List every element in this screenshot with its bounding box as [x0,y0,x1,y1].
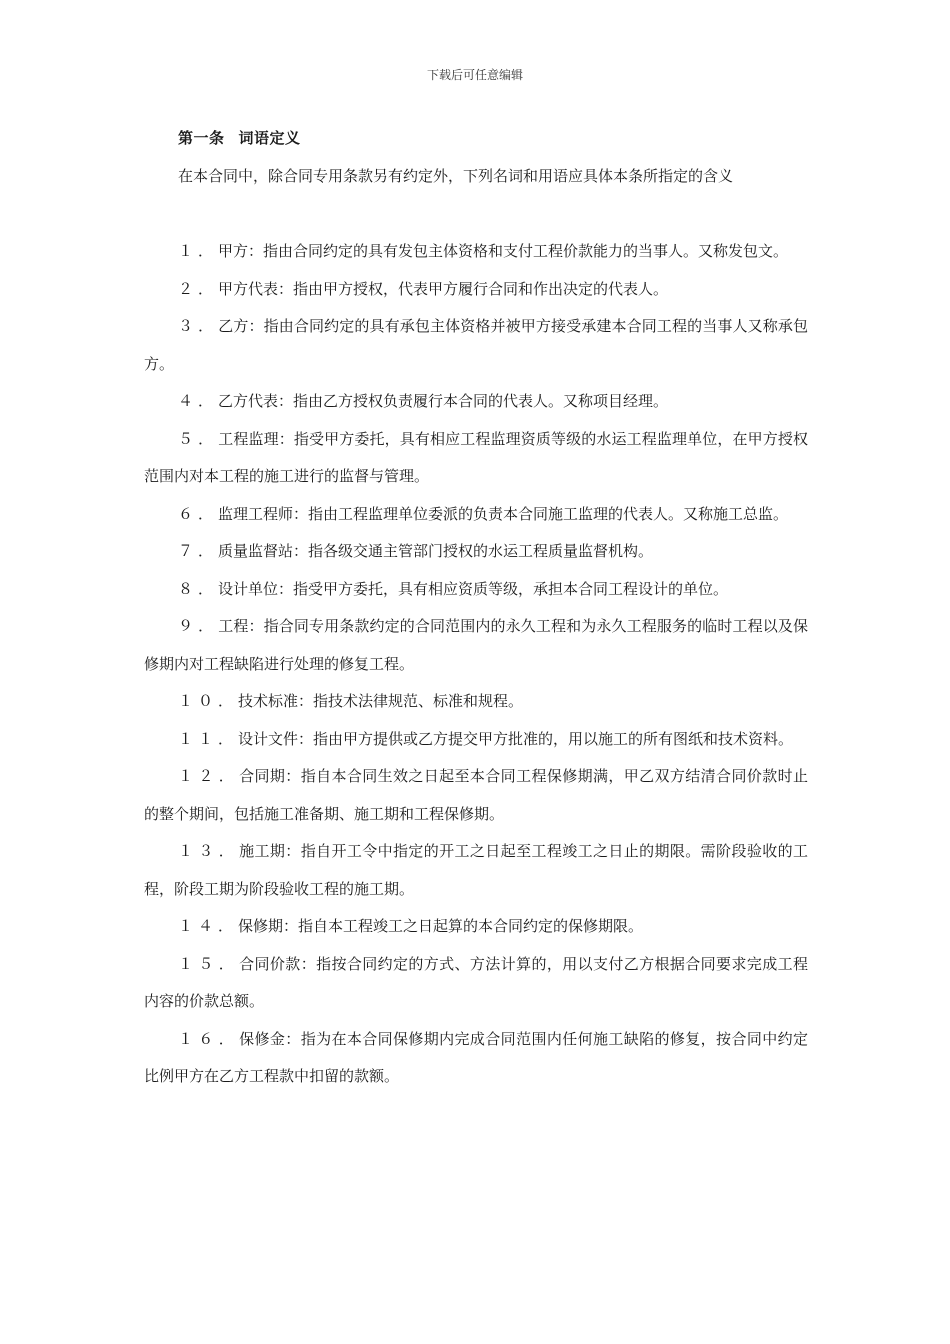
item-number: ３． [178,317,219,335]
item-text: 设计单位：指受甲方委托，具有相应资质等级，承担本合同工程设计的单位。 [218,579,729,598]
item-number: １． [178,242,219,260]
item-number: １２． [178,767,240,785]
item-text: 乙方：指由合同约定的具有承包主体资格并被甲方接受承建本合同工程的当事人又称承包方。 [144,317,808,373]
definition-item [144,683,808,721]
article-heading [178,124,808,152]
item-text: 保修期：指自本工程竣工之日起算的本合同约定的保修期限。 [238,917,644,935]
item-number: １０． [178,692,239,710]
item-number: ８． [178,579,219,598]
item-text: 质量监督站：指各级交通主管部门授权的水运工程质量监督机构。 [218,542,654,560]
item-text: 合同期：指自本合同生效之日起至本合同工程保修期满，甲乙双方结清合同价款时止的整个期间，包括施工准备期、施工期和工程保修期。 [144,767,808,823]
definition-item [144,946,808,1021]
item-number: ６． [178,504,219,523]
article-intro: 在本合同中，除合同专用条款另有约定外，下列名词和用语应具体本条所指定的含义 [178,167,734,185]
document-body [144,124,808,1096]
article-number: 第一条 [178,129,225,147]
item-text: 工程：指合同专用条款约定的合同范围内的永久工程和为永久工程服务的临时工程以及保修期内对工程缺陷进行处理的修复工程。 [144,617,808,673]
definition-item [144,496,808,534]
definition-item [144,421,808,496]
page-header-note: 下载后可任意编辑 [426,68,523,82]
definition-item [144,233,808,271]
definition-item [144,833,808,908]
item-text: 甲方：指由合同约定的具有发包主体资格和支付工程价款能力的当事人。又称发包文。 [218,242,789,260]
definition-item [144,721,808,759]
item-text: 设计文件：指由甲方提供或乙方提交甲方批准的，用以施工的所有图纸和技术资料。 [238,729,794,748]
item-number: １６． [178,1029,240,1048]
item-number: １１． [178,729,239,748]
item-text: 保修金：指为在本合同保修期内完成合同范围内任何施工缺陷的修复，按合同中约定比例甲方在乙方工程款中扣留的款额。 [144,1029,808,1085]
item-number: １５． [178,954,240,973]
article-title: 词语定义 [238,129,301,147]
item-text: 工程监理：指受甲方委托，具有相应工程监理资质等级的水运工程监理单位，在甲方授权范围内对本工程的施工进行的监督与管理。 [144,429,808,485]
item-text: 甲方代表：指由甲方授权，代表甲方履行合同和作出决定的代表人。 [218,279,669,298]
definition-item [144,758,808,833]
definition-item [144,308,808,383]
definition-list [144,233,808,1096]
item-text: 合同价款：指按合同约定的方式、方法计算的，用以支付乙方根据合同要求完成工程内容的价款总额。 [144,954,808,1010]
item-number: ５． [178,429,219,448]
item-number: ７． [178,542,219,560]
definition-item [144,533,808,571]
definition-item [144,908,808,946]
item-text: 施工期：指自开工令中指定的开工之日起至工程竣工之日止的期限。需阶段验收的工程，阶段工期为阶段验收工程的施工期。 [144,842,808,898]
item-number: ２． [178,279,219,298]
item-text: 监理工程师：指由工程监理单位委派的负责本合同施工监理的代表人。又称施工总监。 [218,504,789,523]
definition-item [144,271,808,309]
item-number: ９． [178,617,219,635]
definition-item [144,383,808,421]
definition-item [144,571,808,609]
definition-item [144,1021,808,1096]
item-number: １４． [178,917,239,935]
definition-item [144,608,808,683]
item-number: １３． [178,842,240,860]
item-text: 乙方代表：指由乙方授权负责履行本合同的代表人。又称项目经理。 [218,392,669,410]
item-number: ４． [178,392,219,410]
item-text: 技术标准：指技术法律规范、标准和规程。 [238,692,524,710]
